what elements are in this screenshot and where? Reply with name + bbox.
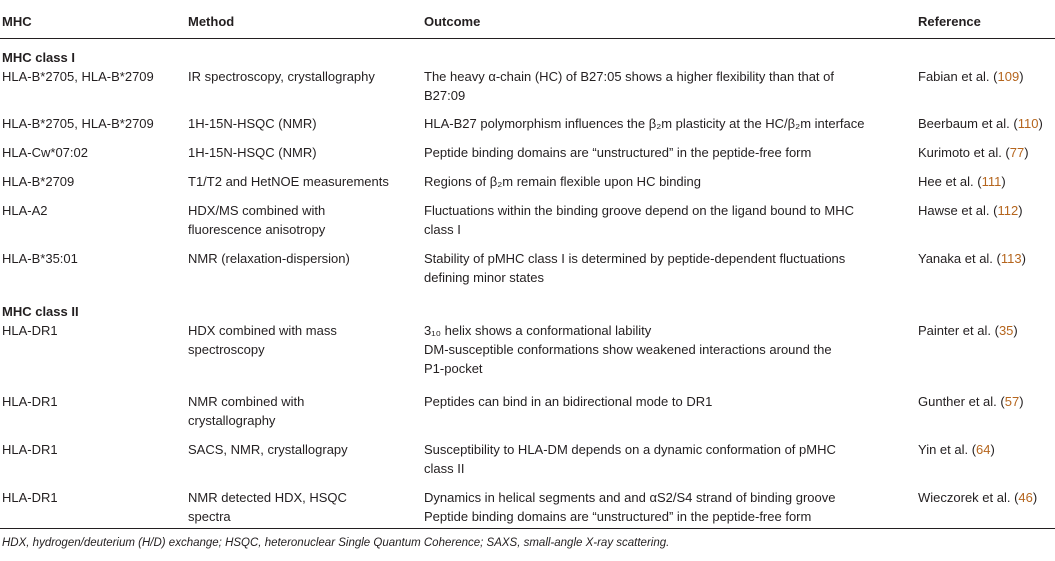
reference-number-link[interactable]: 77: [1009, 145, 1025, 160]
reference-number-link[interactable]: 112: [997, 203, 1019, 218]
column-header-method: Method: [188, 14, 235, 29]
cell-reference: [918, 440, 995, 459]
reference-number-link[interactable]: 46: [1018, 490, 1033, 505]
cell-reference: [918, 321, 1018, 340]
cell-mhc: HLA-Cw*07:02: [2, 145, 88, 160]
cell-mhc: HLA-B*2705, HLA-B*2709: [2, 69, 154, 84]
reference-close: ): [1019, 394, 1024, 409]
reference-close: ): [1038, 116, 1043, 131]
reference-number-link[interactable]: 110: [1017, 116, 1039, 131]
reference-close: ): [990, 442, 995, 457]
cell-outcome: class I: [424, 222, 461, 237]
column-header-reference: Reference: [918, 14, 981, 29]
cell-method: spectroscopy: [188, 342, 265, 357]
reference-author: Wieczorek et al. (: [918, 490, 1019, 505]
cell-reference: [918, 114, 1043, 133]
cell-method: IR spectroscopy, crystallography: [188, 69, 375, 84]
cell-outcome: Regions of β₂m remain flexible upon HC binding: [424, 174, 701, 189]
cell-method: NMR combined with: [188, 394, 305, 409]
cell-reference: [918, 67, 1024, 86]
cell-reference: [918, 143, 1029, 162]
reference-author: Fabian et al. (: [918, 69, 998, 84]
cell-mhc: HLA-A2: [2, 203, 48, 218]
reference-author: Hee et al. (: [918, 174, 982, 189]
cell-reference: [918, 249, 1026, 268]
cell-reference: [918, 488, 1037, 507]
reference-close: ): [1024, 145, 1029, 160]
reference-number-link[interactable]: 57: [1004, 394, 1020, 409]
cell-outcome: HLA-B27 polymorphism influences the β₂m plasticity at the HC/β₂m interface: [424, 116, 865, 131]
reference-close: ): [1021, 251, 1026, 266]
reference-close: ): [1032, 490, 1038, 505]
bottom-rule: [0, 528, 1055, 529]
cell-mhc: HLA-B*2705, HLA-B*2709: [2, 116, 154, 131]
reference-close: ): [1001, 174, 1006, 189]
reference-close: ): [1018, 203, 1023, 218]
reference-author: Kurimoto et al. (: [918, 145, 1010, 160]
cell-method: T1/T2 and HetNOE measurements: [188, 174, 389, 189]
cell-method: 1H-15N-HSQC (NMR): [188, 145, 317, 160]
cell-mhc: HLA-DR1: [2, 490, 58, 505]
cell-method: spectra: [188, 509, 231, 524]
section-title-class-i: MHC class I: [2, 50, 75, 65]
cell-method: NMR (relaxation-dispersion): [188, 251, 350, 266]
cell-mhc: HLA-B*35:01: [2, 251, 78, 266]
cell-outcome: class II: [424, 461, 465, 476]
cell-method: HDX/MS combined with: [188, 203, 326, 218]
cell-outcome: 3₁₀ helix shows a conformational lability: [424, 323, 652, 338]
reference-author: Beerbaum et al. (: [918, 116, 1018, 131]
cell-mhc: HLA-B*2709: [2, 174, 75, 189]
cell-outcome: P1-pocket: [424, 361, 483, 376]
section-title-class-ii: MHC class II: [2, 304, 79, 319]
header-rule: [0, 38, 1055, 39]
cell-reference: [918, 201, 1023, 220]
reference-close: ): [1019, 69, 1024, 84]
column-header-mhc: MHC: [2, 14, 32, 29]
reference-author: Painter et al. (: [918, 323, 999, 338]
column-header-outcome: Outcome: [424, 14, 481, 29]
cell-outcome: Dynamics in helical segments and and αS2/S4 strand of binding groove: [424, 490, 836, 505]
cell-method: fluorescence anisotropy: [188, 222, 326, 237]
cell-method: 1H-15N-HSQC (NMR): [188, 116, 317, 131]
reference-close: ): [1013, 323, 1018, 338]
cell-outcome: Peptides can bind in an bidirectional mode to DR1: [424, 394, 713, 409]
cell-mhc: HLA-DR1: [2, 323, 58, 338]
reference-author: Gunther et al. (: [918, 394, 1005, 409]
cell-mhc: HLA-DR1: [2, 394, 58, 409]
cell-outcome: Susceptibility to HLA-DM depends on a dynamic conformation of pMHC: [424, 442, 836, 457]
reference-number-link[interactable]: 64: [976, 442, 991, 457]
cell-method: HDX combined with mass: [188, 323, 337, 338]
reference-number-link[interactable]: 109: [997, 69, 1020, 84]
reference-author: Yanaka et al. (: [918, 251, 1001, 266]
cell-method: SACS, NMR, crystallograpy: [188, 442, 348, 457]
cell-outcome: DM-susceptible conformations show weakened interactions around the: [424, 342, 832, 357]
cell-outcome: Peptide binding domains are “unstructured” in the peptide-free form: [424, 509, 812, 524]
cell-method: crystallography: [188, 413, 276, 428]
cell-mhc: HLA-DR1: [2, 442, 58, 457]
cell-outcome: The heavy α-chain (HC) of B27:05 shows a higher flexibility than that of: [424, 69, 835, 84]
table-footnote: HDX, hydrogen/deuterium (H/D) exchange; HSQC, heteronuclear Single Quantum Coherence; SAXS, small-angle X-ray scattering.: [2, 537, 670, 549]
cell-outcome: Fluctuations within the binding groove depend on the ligand bound to MHC: [424, 203, 855, 218]
reference-author: Yin et al. (: [918, 442, 977, 457]
cell-outcome: B27:09: [424, 88, 466, 103]
cell-outcome: Peptide binding domains are “unstructured” in the peptide-free form: [424, 145, 812, 160]
reference-number-link[interactable]: 111: [981, 174, 1002, 189]
cell-reference: [918, 392, 1024, 411]
reference-number-link[interactable]: 113: [1000, 251, 1022, 266]
cell-outcome: Stability of pMHC class I is determined by peptide-dependent fluctuations: [424, 251, 846, 266]
reference-number-link[interactable]: 35: [998, 323, 1014, 338]
cell-reference: [918, 172, 1006, 191]
cell-outcome: defining minor states: [424, 270, 544, 285]
reference-author: Hawse et al. (: [918, 203, 998, 218]
cell-method: NMR detected HDX, HSQC: [188, 490, 347, 505]
